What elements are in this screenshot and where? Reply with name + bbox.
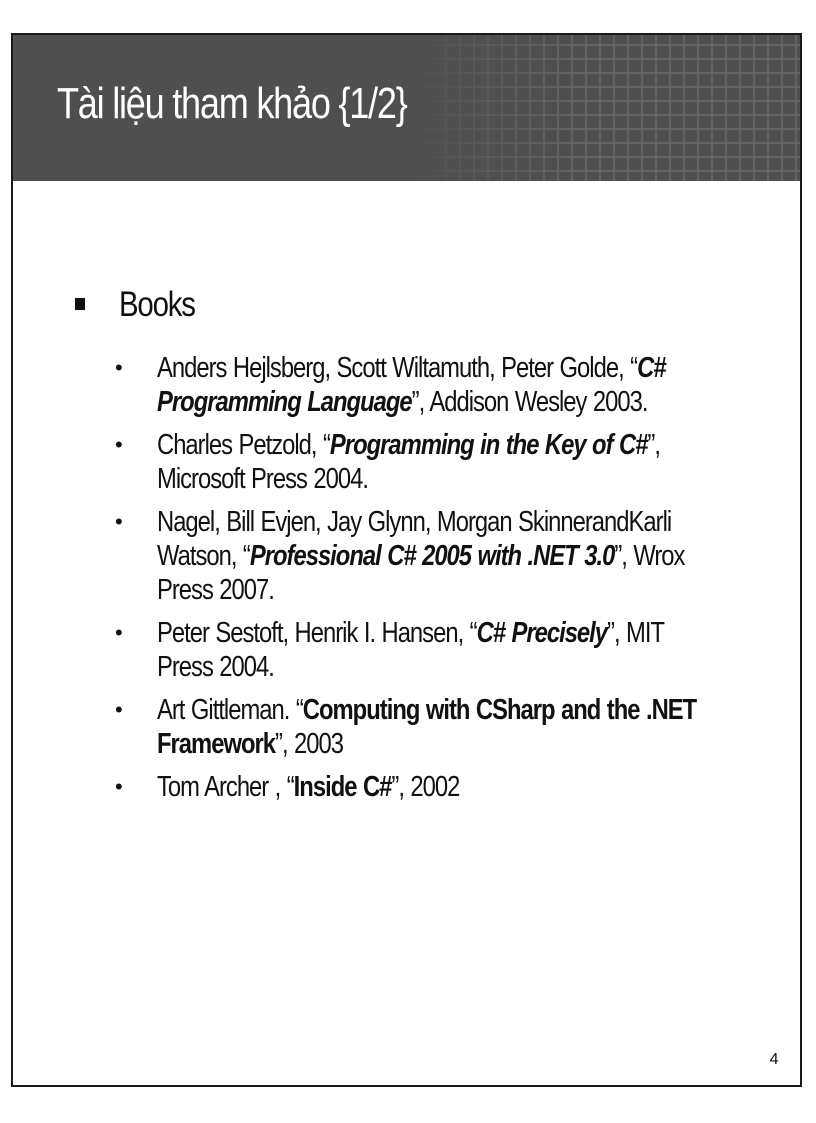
- header-fade: [408, 35, 568, 181]
- book-entry: [157, 770, 723, 804]
- book-authors: Nagel, Bill Evjen, Jay Glynn, Morgan SkinnerandKarli Watson, “: [157, 506, 672, 572]
- book-publisher: ”, Wrox Press 2007.: [157, 540, 685, 606]
- list-item: [115, 428, 755, 496]
- list-item: [115, 693, 755, 761]
- slide-title: Tài liệu tham khảo {1/2}: [57, 79, 407, 128]
- book-title: Computing with CSharp and the .NET Framework: [157, 694, 697, 760]
- book-entry: [157, 505, 723, 607]
- book-publisher: ”, Addison Wesley 2003.: [411, 386, 648, 418]
- dot-bullet-icon: •: [115, 432, 122, 457]
- book-title: Inside C#: [293, 771, 392, 803]
- dot-bullet-icon: •: [115, 620, 122, 645]
- book-entry: [157, 693, 723, 761]
- dot-bullet-icon: •: [115, 509, 122, 534]
- dot-bullet-icon: •: [115, 697, 122, 722]
- book-entry: [157, 428, 723, 496]
- list-item: [115, 770, 755, 804]
- dot-bullet-icon: •: [115, 355, 122, 380]
- dot-bullet-icon: •: [115, 774, 122, 799]
- book-publisher: ”, MIT Press 2004.: [157, 617, 664, 683]
- book-publisher: ”, 2003: [275, 728, 343, 760]
- list-item: [115, 505, 755, 607]
- list-item: [115, 616, 755, 684]
- book-authors: Peter Sestoft, Henrik I. Hansen, “: [157, 617, 477, 649]
- book-authors: Art Gittleman. “: [157, 694, 303, 726]
- square-bullet-icon: [75, 298, 85, 310]
- book-publisher: ”, 2002: [391, 771, 460, 803]
- book-title: C# Programming Language: [157, 352, 666, 418]
- book-authors: Anders Hejlsberg, Scott Wiltamuth, Peter Golde, “: [157, 352, 638, 384]
- book-list: [115, 351, 755, 813]
- section-books: [75, 285, 195, 324]
- title-bar: [13, 35, 800, 181]
- book-authors: Charles Petzold, “: [157, 429, 330, 461]
- book-entry: [157, 616, 723, 684]
- book-title: Professional C# 2005 with .NET 3.0: [249, 540, 615, 572]
- book-publisher: ”, Microsoft Press 2004.: [157, 429, 660, 495]
- page-number: 4: [769, 1051, 778, 1068]
- list-item: [115, 351, 755, 419]
- section-heading: Books: [119, 285, 195, 324]
- book-authors: Tom Archer , “: [157, 771, 294, 803]
- book-title: C# Precisely: [476, 617, 608, 649]
- slide: [11, 33, 802, 1087]
- book-title: Programming in the Key of C#: [329, 429, 648, 461]
- book-entry: [157, 351, 723, 419]
